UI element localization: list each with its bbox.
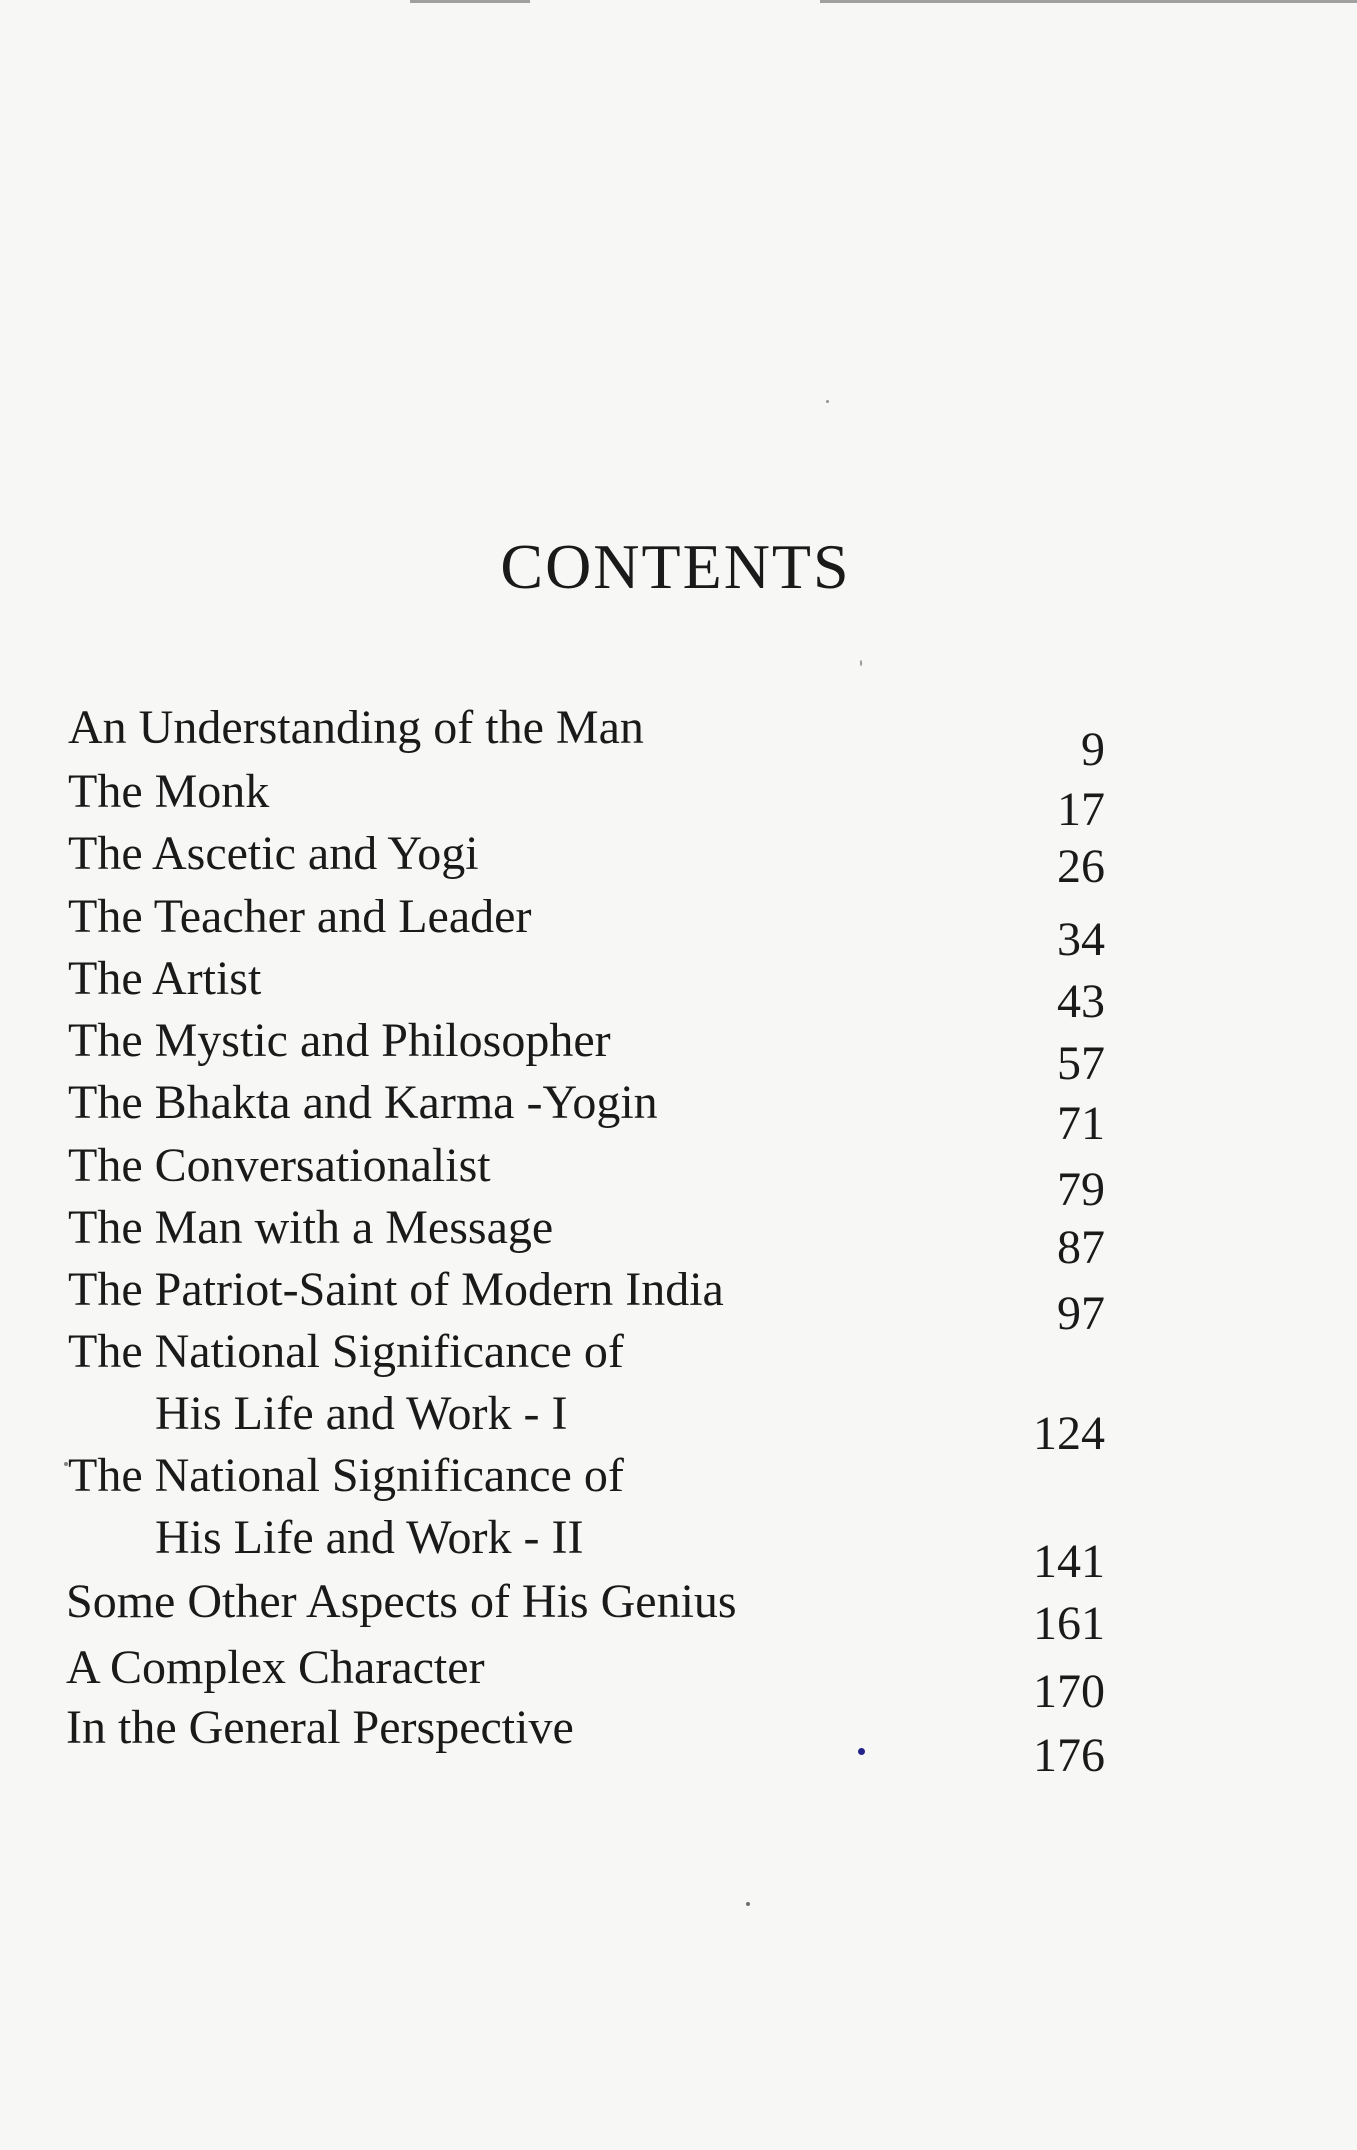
toc-entry-page: 161: [1033, 1597, 1105, 1650]
toc-entry-title: The National Significance of: [68, 1325, 624, 1378]
toc-entry-title: The Mystic and Philosopher: [68, 1014, 611, 1067]
scan-speck: [746, 1902, 750, 1906]
toc-entry-page: 26: [1057, 840, 1105, 893]
toc-entry-continuation: His Life and Work - II: [155, 1511, 584, 1564]
toc-entry-page: 79: [1057, 1163, 1105, 1216]
scan-edge-left: [410, 0, 530, 3]
toc-entry-page: 87: [1057, 1221, 1105, 1274]
toc-entry-page: 170: [1033, 1665, 1105, 1718]
toc-entry-page: 9: [1081, 723, 1105, 776]
toc-entry-page: 124: [1033, 1407, 1105, 1460]
toc-entry-page: 34: [1057, 913, 1105, 966]
toc-entry-page: 17: [1057, 783, 1105, 836]
toc-entry-page: 141: [1033, 1535, 1105, 1588]
scan-speck-blue: [858, 1748, 865, 1755]
toc-entry-title: The Bhakta and Karma -Yogin: [68, 1076, 658, 1129]
toc-entry-title: The Conversationalist: [68, 1139, 491, 1192]
toc-entry-title: The Monk: [68, 765, 270, 818]
toc-entry-title: The Man with a Message: [68, 1201, 554, 1254]
toc-entry-title: The Patriot-Saint of Modern India: [68, 1263, 724, 1316]
scan-speck: [64, 1462, 68, 1466]
toc-entry-page: 97: [1057, 1287, 1105, 1340]
page-title: CONTENTS: [500, 531, 851, 602]
toc-entry-page: 71: [1057, 1097, 1105, 1150]
scan-speck: [826, 400, 829, 403]
toc-entry-title: An Understanding of the Man: [68, 701, 644, 754]
scan-speck: [860, 660, 862, 666]
toc-entry-page: 57: [1057, 1037, 1105, 1090]
toc-entry-title: The Ascetic and Yogi: [68, 827, 479, 880]
toc-entry-continuation: His Life and Work - I: [155, 1387, 568, 1440]
toc-entry-page: 43: [1057, 975, 1105, 1028]
toc-entry-title: The National Significance of: [68, 1449, 624, 1502]
toc-entry-title: Some Other Aspects of His Genius: [66, 1575, 737, 1628]
toc-entry-title: The Artist: [68, 952, 262, 1005]
toc-entry-page: 176: [1033, 1729, 1105, 1782]
scan-edge-right: [820, 0, 1357, 3]
toc-entry-title: The Teacher and Leader: [68, 890, 532, 943]
toc-entry-title: A Complex Character: [66, 1641, 485, 1694]
toc-entry-title: In the General Perspective: [66, 1701, 574, 1754]
